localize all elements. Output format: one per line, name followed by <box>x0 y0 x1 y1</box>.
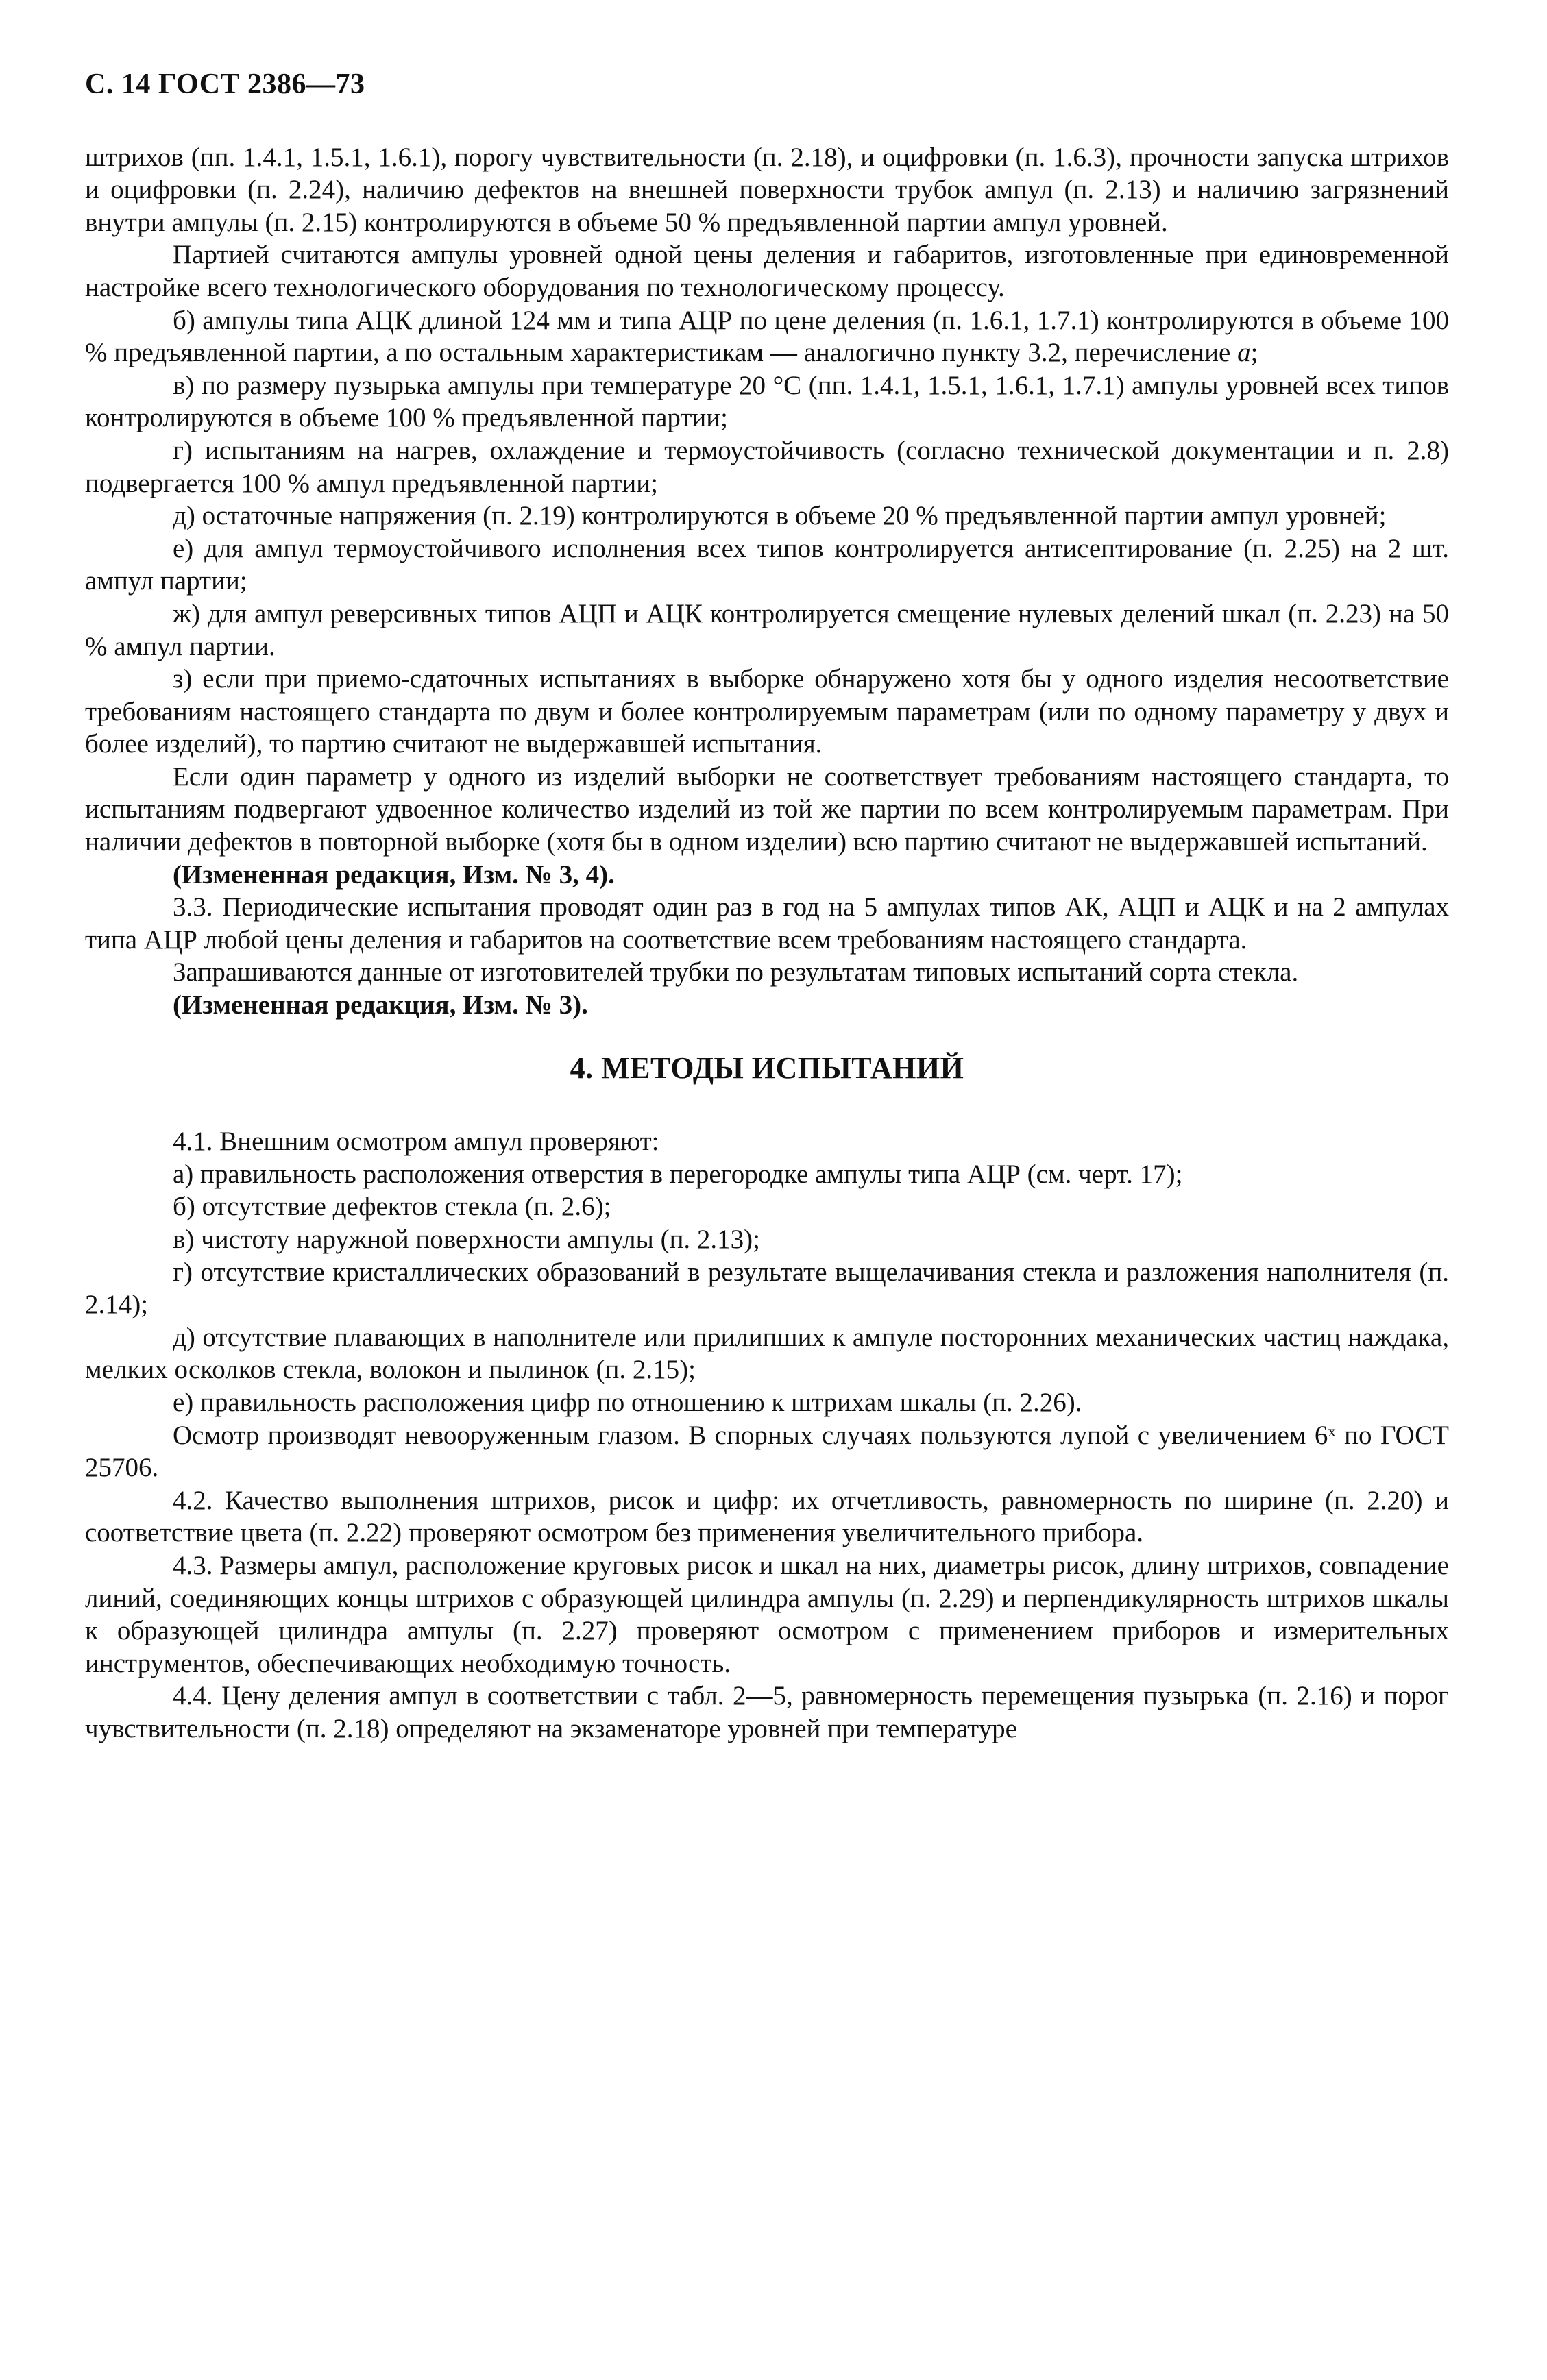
list-item-v: в) по размеру пузырька ампулы при температуре 20 °С (пп. 1.4.1, 1.5.1, 1.6.1, 1.7.1) ампулы уровней всех типов контролируются в объеме 100 % предъявленной партии; <box>85 370 1449 433</box>
paragraph-4-1: 4.1. Внешним осмотром ампул проверяют: <box>173 1127 659 1157</box>
paragraph-4-3: 4.3. Размеры ампул, расположение круговых рисок и шкал на них, диаметры рисок, длину штрихов, совпадение линий, соединяющих концы штрихов с образующей цилиндра ампулы (п. 2.29) и перпендикулярность штрихов шкалы к образующей цилиндра ампулы (п. 2.27) проверяют осмотром с применением приборов и измерительных инструментов, обеспечивающих необходимую точность. <box>85 1550 1449 1678</box>
list-item-g: г) испытаниям на нагрев, охлаждение и термоустойчивость (согласно технической документации и п. 2.8) подвергается 100 % ампул предъявленной партии; <box>85 435 1449 498</box>
list-item-4-1-e: е) правильность расположения цифр по отношению к штрихам шкалы (п. 2.26). <box>173 1387 1082 1417</box>
list-item-4-1-a: а) правильность расположения отверстия в перегородке ампулы типа АЦР (см. черт. 17); <box>173 1159 1183 1189</box>
paragraph-4-4: 4.4. Цену деления ампул в соответствии с табл. 2—5, равномерность перемещения пузырька (п. 2.16) и порог чувствительности (п. 2.18) определяют на экзаменаторе уровней при температуре <box>85 1681 1449 1743</box>
paragraph-4-2: 4.2. Качество выполнения штрихов, рисок и цифр: их отчетливость, равномерность по ширине (п. 2.20) и соответствие цвета (п. 2.22) проверяют осмотром без применения увеличительного прибора. <box>85 1485 1449 1548</box>
list-item-b-italic: а <box>1237 338 1251 368</box>
amendment-note-1: (Измененная редакция, Изм. № 3, 4). <box>173 859 615 890</box>
paragraph-batch-definition: Партией считаются ампулы уровней одной цены деления и габаритов, изготовленные при единовременной настройке всего технологического оборудования по технологическому процессу. <box>85 240 1449 302</box>
list-item-d: д) остаточные напряжения (п. 2.19) контролируются в объеме 20 % предъявленной партии ампул уровней; <box>173 501 1387 531</box>
list-item-4-1-g: г) отсутствие кристаллических образований в результате выщелачивания стекла и разложения наполнителя (п. 2.14); <box>85 1257 1449 1320</box>
section-title: 4. МЕТОДЫ ИСПЫТАНИЙ <box>570 1051 964 1085</box>
paragraph-inspection-method: Осмотр производят невооруженным глазом. В спорных случаях пользуются лупой с увеличением 6ˣ по ГОСТ 25706. <box>85 1420 1449 1483</box>
list-item-4-1-v: в) чистоту наружной поверхности ампулы (п. 2.13); <box>173 1225 761 1254</box>
list-item-b-text: б) ампулы типа АЦК длиной 124 мм и типа АЦР по цене деления (п. 1.6.1, 1.7.1) контролируются в объеме 100 % предъявленной партии, а по остальным характеристикам — аналогично пункту 3.2, перечисление <box>85 305 1449 368</box>
list-item-b <box>85 304 1449 369</box>
list-item-4-1-d: д) отсутствие плавающих в наполнителе или прилипших к ампуле посторонних механических частиц наждака, мелких осколков стекла, волокон и пылинок (п. 2.15); <box>85 1322 1449 1385</box>
amendment-note-2: (Измененная редакция, Изм. № 3). <box>173 990 588 1020</box>
page-header: С. 14 ГОСТ 2386—73 <box>85 69 365 100</box>
paragraph-3-3: 3.3. Периодические испытания проводят один раз в год на 5 ампулах типов АК, АЦП и АЦК и на 2 ампулах типа АЦР любой цены деления и габаритов на соответствие всем требованиям настоящего стандарта. <box>85 892 1449 955</box>
list-item-e: е) для ампул термоустойчивого исполнения всех типов контролируется антисептирование (п. 2.25) на 2 шт. ампул партии; <box>85 533 1449 596</box>
list-item-zh: ж) для ампул реверсивных типов АЦП и АЦК контролируется смещение нулевых делений шкал (п. 2.23) на 50 % ампул партии. <box>85 598 1449 661</box>
document-page <box>85 69 1449 1745</box>
paragraph-continuation: штрихов (пп. 1.4.1, 1.5.1, 1.6.1), порогу чувствительности (п. 2.18), и оцифровки (п. 1.6.3), прочности запуска штрихов и оцифровки (п. 2.24), наличию дефектов на внешней поверхности трубок ампул (п. 2.13) и наличию загрязнений внутри ампулы (п. 2.15) контролируются в объеме 50 % предъявленной партии ампул уровней. <box>85 142 1449 237</box>
list-item-z: з) если при приемо-сдаточных испытаниях в выборке обнаружено хотя бы у одного изделия несоответствие требованиям настоящего стандарта по двум и более контролируемым параметрам (или по одному параметру у двух и более изделий), то партию считают не выдержавшей испытания. <box>85 664 1449 759</box>
list-item-4-1-b: б) отсутствие дефектов стекла (п. 2.6); <box>173 1192 611 1222</box>
paragraph-3-3-data-request: Запрашиваются данные от изготовителей трубки по результатам типовых испытаний сорта стекла. <box>173 957 1299 987</box>
list-item-b-tail: ; <box>1250 338 1258 368</box>
paragraph-retest: Если один параметр у одного из изделий выборки не соответствует требованиям настоящего стандарта, то испытаниям подвергают удвоенное количество изделий из той же партии по всем контролируемым параметрам. При наличии дефектов в повторной выборке (хотя бы в одном изделии) всю партию считают не выдержавшей испытаний. <box>85 761 1449 857</box>
